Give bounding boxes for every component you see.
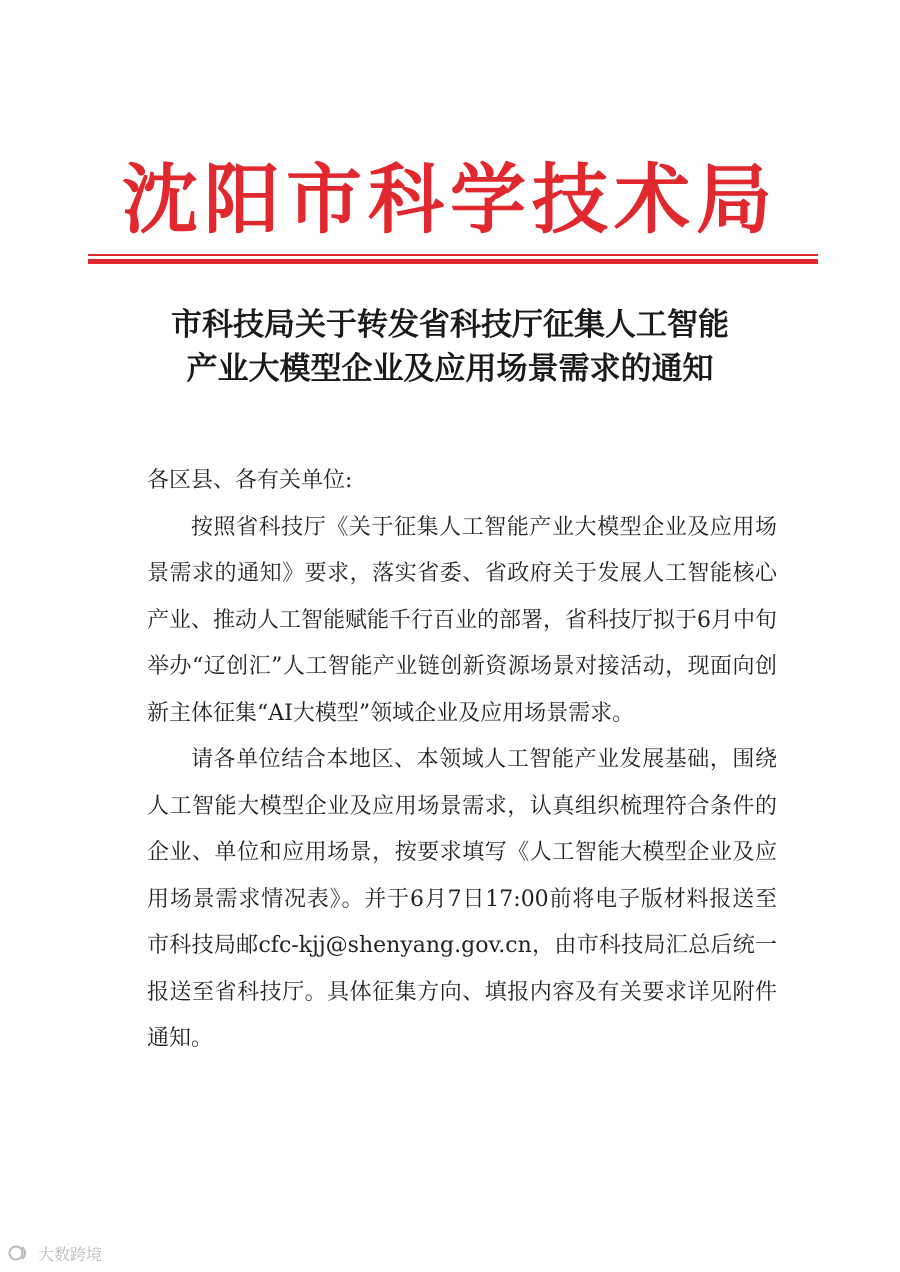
letterhead-org-name: 沈阳市科学技术局 <box>122 155 778 244</box>
watermark <box>8 1241 102 1265</box>
red-divider-thin <box>88 254 818 256</box>
body-paragraph-1: 按照省科技厅《关于征集人工智能产业大模型企业及应用场景需求的通知》要求，落实省委、省政府关于发展人工智能核心产业、推动人工智能赋能千行百业的部署，省科技厅拟于6月中旬举办“辽创汇”人工智能产业链创新资源场景对接活动，现面向创新主体征集“AI大模型”领域企业及应用场景需求。 <box>147 514 777 726</box>
document-title <box>0 303 900 391</box>
watermark-logo-icon <box>8 1243 32 1263</box>
document-body <box>147 458 777 1063</box>
red-divider-thick <box>88 259 818 264</box>
salutation: 各区县、各有关单位: <box>147 468 353 493</box>
watermark-text: 大数跨境 <box>38 1244 103 1264</box>
body-paragraph-2: 请各单位结合本地区、本领域人工智能产业发展基础，围绕人工智能大模型企业及应用场景需求，认真组织梳理符合条件的企业、单位和应用场景，按要求填写《人工智能大模型企业及应用场景需求情况表》。并于6月7日17:00前将电子版材料报送至市科技局邮cfc-kjj@shenyang.gov.cn，由市科技局汇总后统一报送至省科技厅。具体征集方向、填报内容及有关要求详见附件通知。 <box>147 747 777 1051</box>
document-title-line-2: 产业大模型企业及应用场景需求的通知 <box>186 351 714 387</box>
document-title-line-1: 市科技局关于转发省科技厅征集人工智能 <box>171 307 729 343</box>
